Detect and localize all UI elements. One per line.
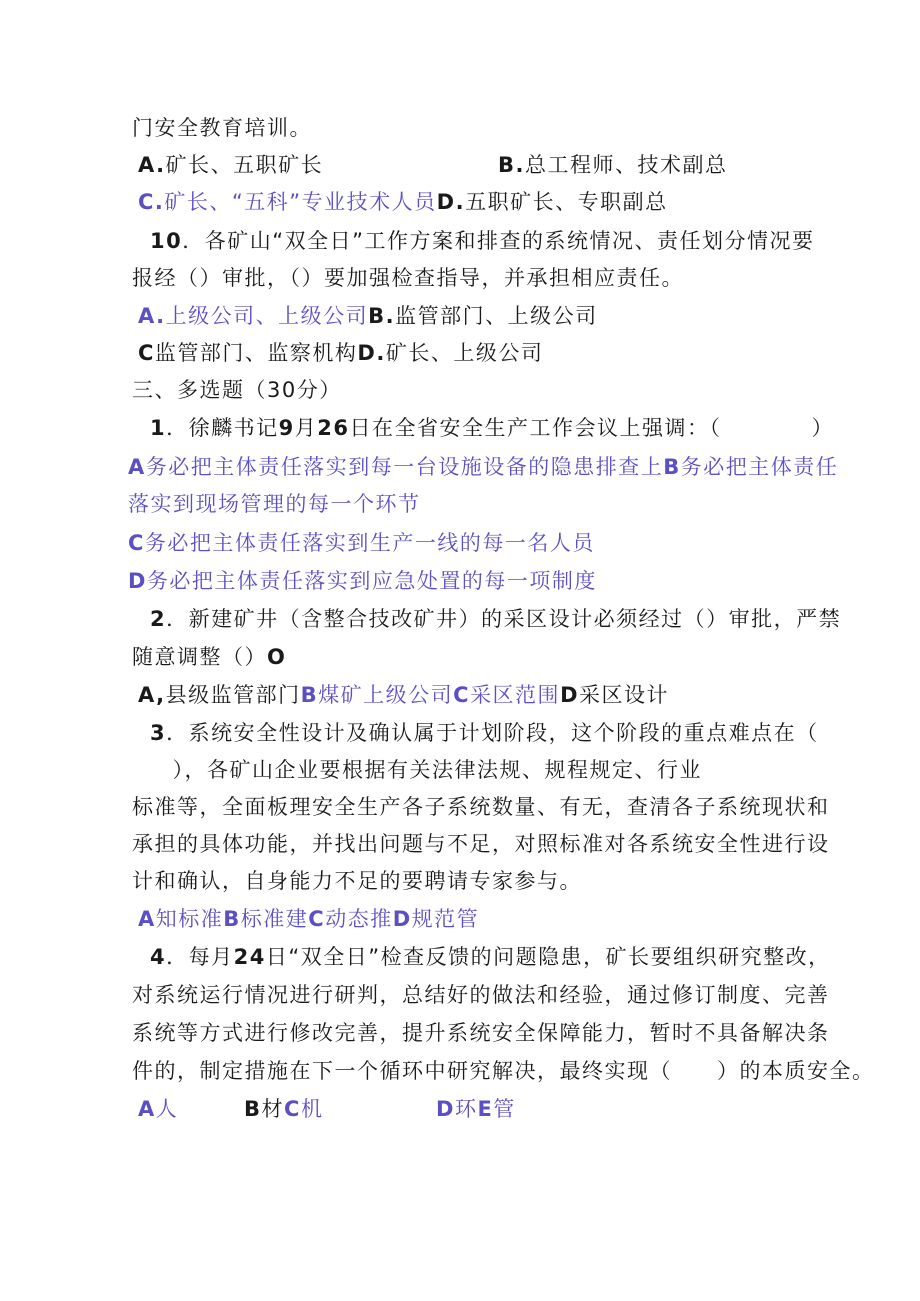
option-row bbox=[138, 302, 598, 330]
option-d-text: 五职矿长、专职副总 bbox=[465, 190, 668, 214]
option-a-text: 务必把主体责任落实到每一台设施设备的隐患排查上 bbox=[145, 455, 664, 479]
option-c-text: 机 bbox=[300, 1097, 324, 1121]
option-a-label: A. bbox=[138, 304, 166, 328]
question-line: 10．各矿山“双全日”工作方案和排查的系统情况、责任划分情况要 bbox=[150, 229, 815, 253]
option-d-label: D. bbox=[436, 190, 466, 214]
option-c-label: C bbox=[308, 907, 326, 931]
option-c-text: 监管部门、监察机构 bbox=[154, 341, 358, 365]
option-row bbox=[498, 151, 727, 179]
option-d-label: D bbox=[392, 907, 412, 931]
text-line: 对系统运行情况进行研判，总结好的做法和经验，通过修订制度、完善 bbox=[132, 983, 830, 1007]
option-d-text: 环 bbox=[454, 1097, 478, 1121]
option-e-text: 管 bbox=[493, 1097, 516, 1121]
option-d-text: 矿长、上级公司 bbox=[385, 341, 544, 365]
question-line: 1．徐麟书记9月26日在全省安全生产工作会议上强调：（ ） bbox=[150, 416, 834, 440]
option-b-text: 务必把主体责任 bbox=[680, 455, 839, 479]
question-line: 2．新建矿井（含整合技改矿井）的采区设计必须经过（）审批，严禁 bbox=[150, 607, 842, 631]
option-row bbox=[138, 339, 543, 367]
option-b-text: 煤矿上级公司 bbox=[318, 683, 454, 707]
option-a-label: A bbox=[138, 1097, 156, 1121]
option-a-label: A bbox=[128, 455, 146, 479]
option-b-label: B bbox=[244, 1097, 262, 1121]
text-line: 标准等，全面板理安全生产各子系统数量、有无，查清各子系统现状和 bbox=[132, 795, 830, 819]
question-line: 3．系统安全性设计及确认属于计划阶段，这个阶段的重点难点在（ bbox=[150, 721, 819, 745]
option-d-label: D bbox=[128, 569, 147, 593]
question-line: 4．每月24日“双全日”检查反馈的问题隐患，矿长要组织研究整改， bbox=[150, 945, 831, 969]
option-a-text: 上级公司、上级公司 bbox=[165, 304, 369, 328]
option-c-label: C bbox=[453, 683, 471, 707]
option-a-text: 人 bbox=[155, 1097, 179, 1121]
section-heading: 三、多选题（30分） bbox=[132, 378, 342, 402]
option-row bbox=[128, 453, 838, 481]
option-d-label: D. bbox=[357, 341, 386, 365]
option-c-text: 采区范围 bbox=[470, 683, 561, 707]
option-b-text: 总工程师、技术副总 bbox=[524, 153, 728, 177]
text-line: 报经（）审批，（）要加强检查指导，并承担相应责任。 bbox=[132, 266, 684, 290]
option-c-text: 动态推 bbox=[325, 907, 393, 931]
option-b-label: B. bbox=[368, 304, 396, 328]
option-b-text: 材 bbox=[261, 1097, 285, 1121]
option-c-label: C bbox=[284, 1097, 301, 1121]
option-d-text: 规范管 bbox=[411, 907, 480, 931]
question-number: 3 bbox=[150, 721, 167, 745]
text-line: 承担的具体功能，并找出问题与不足，对照标准对各系统安全性进行设 bbox=[132, 832, 830, 856]
option-e-label: E bbox=[477, 1097, 494, 1121]
question-number: 4 bbox=[150, 945, 167, 969]
option-a-label: A bbox=[138, 907, 156, 931]
option-row bbox=[138, 1095, 178, 1123]
option-row bbox=[138, 905, 479, 933]
option-a-label: A, bbox=[138, 683, 166, 707]
question-number: 2 bbox=[150, 607, 167, 631]
option-a-text: 矿长、五职矿长 bbox=[165, 153, 324, 177]
question-number: 10 bbox=[150, 229, 183, 253]
option-row bbox=[436, 1095, 516, 1123]
option-d-text: 采区设计 bbox=[579, 683, 669, 707]
option-c-label: C. bbox=[138, 190, 165, 214]
option-row bbox=[138, 188, 668, 216]
text-line: 系统等方式进行修改完善，提升系统安全保障能力，暂时不具备解决条 bbox=[132, 1021, 830, 1045]
option-row bbox=[128, 567, 597, 595]
option-c-label: C bbox=[138, 341, 155, 365]
question-number: 1 bbox=[150, 416, 167, 440]
option-row bbox=[138, 681, 669, 709]
text-line: 计和确认，自身能力不足的要聘请专家参与。 bbox=[132, 869, 582, 893]
option-c-label: C bbox=[128, 531, 145, 555]
option-b-label: B bbox=[663, 455, 681, 479]
option-b-text: 监管部门、上级公司 bbox=[395, 304, 598, 328]
option-d-text: 务必把主体责任落实到应急处置的每一项制度 bbox=[146, 569, 597, 593]
option-b-label: B bbox=[223, 907, 241, 931]
option-c-text: 务必把主体责任落实到生产一线的每一名人员 bbox=[144, 531, 595, 555]
option-row bbox=[128, 529, 595, 557]
option-a-text: 县级监管部门 bbox=[165, 683, 301, 707]
text-line: 门安全教育培训。 bbox=[132, 116, 312, 140]
option-d-label: D bbox=[560, 683, 579, 707]
option-a-label: A. bbox=[138, 153, 166, 177]
text-line: ），各矿山企业要根据有关法律法规、规程规定、行业 bbox=[150, 758, 702, 782]
option-row bbox=[244, 1095, 323, 1123]
text-line: 件的，制定措施在下一个循环中研究解决，最终实现（ ）的本质安全。 bbox=[132, 1059, 875, 1083]
option-c-text: 矿长、“五科”专业技术人员 bbox=[164, 190, 437, 214]
option-a-text: 知标准 bbox=[155, 907, 224, 931]
text-line: 落实到现场管理的每一个环节 bbox=[128, 492, 421, 516]
option-b-text: 标准建 bbox=[240, 907, 309, 931]
option-d-label: D bbox=[436, 1097, 455, 1121]
option-b-label: B bbox=[300, 683, 319, 707]
option-row bbox=[138, 151, 323, 179]
text-line: 随意调整（）O bbox=[132, 645, 287, 669]
option-b-label: B. bbox=[498, 153, 525, 177]
